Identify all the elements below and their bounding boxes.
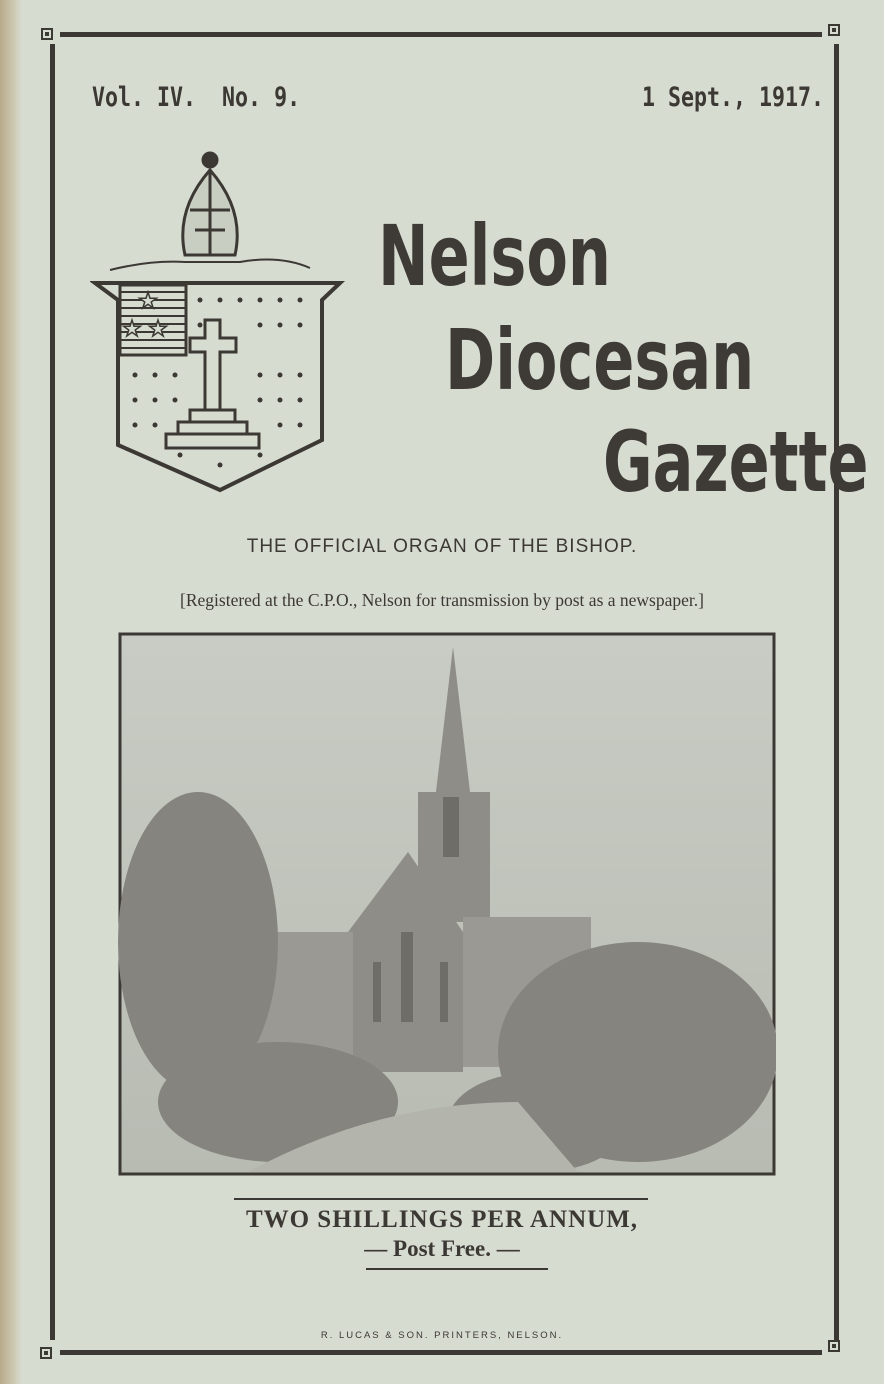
border-bottom (60, 1350, 822, 1355)
price-top-rule (234, 1198, 648, 1200)
volume: Vol. IV. (92, 82, 197, 113)
title-line-gazette: Gazette (603, 413, 869, 511)
border-left (50, 44, 55, 1340)
issue-number: No. 9. (222, 82, 301, 113)
border-right (834, 44, 839, 1340)
corner-ornament (40, 1347, 52, 1359)
issue-date: 1 Sept., 1917. (642, 82, 825, 113)
registration-notice: [Registered at the C.P.O., Nelson for transmission by post as a newspaper.] (180, 590, 704, 610)
title-line-nelson: Nelson (378, 207, 611, 305)
title-line-diocesan: Diocesan (445, 311, 755, 409)
subtitle: THE OFFICIAL ORGAN OF THE BISHOP. (246, 536, 638, 557)
svg-text:★: ★ (148, 316, 168, 341)
volume-number (92, 82, 300, 113)
diocesan-crest-icon (90, 150, 350, 495)
corner-ornament (41, 28, 53, 40)
corner-ornament (828, 1340, 840, 1352)
border-top (60, 32, 822, 37)
post-free-note: — Post Free. — (364, 1236, 520, 1261)
printer-credit: R. LUCAS & SON. PRINTERS, NELSON. (320, 1330, 564, 1341)
svg-text:★: ★ (122, 316, 142, 341)
price-bottom-rule (366, 1268, 548, 1270)
svg-text:★: ★ (138, 288, 158, 313)
page-binding-edge (0, 0, 22, 1384)
cathedral-photograph (118, 632, 776, 1176)
corner-ornament (828, 24, 840, 36)
subscription-price: TWO SHILLINGS PER ANNUM, (245, 1206, 639, 1233)
